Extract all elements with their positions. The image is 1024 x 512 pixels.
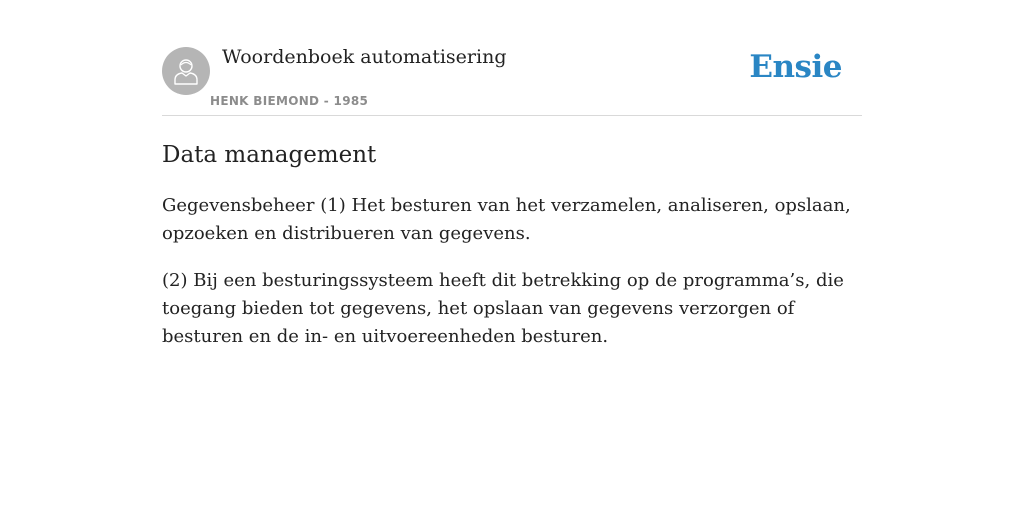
entry-card bbox=[162, 0, 862, 351]
author-avatar[interactable] bbox=[162, 47, 210, 95]
book-header bbox=[162, 0, 862, 116]
ensie-logo[interactable]: Ensie bbox=[749, 49, 842, 85]
author-line: HENK BIEMOND - 1985 bbox=[210, 94, 369, 108]
entry-paragraph: Gegevensbeheer (1) Het besturen van het verzamelen, analiseren, opslaan, opzoeken en distribueren van gegevens. bbox=[162, 195, 851, 244]
entry-title: Data management bbox=[162, 142, 377, 168]
entry-paragraph: (2) Bij een besturingssysteem heeft dit betrekking op de programma’s, die toegang bieden tot gegevens, het opslaan van gegevens verzorgen of besturen en de in- en uitvoereenheden besturen. bbox=[162, 270, 844, 347]
book-title[interactable]: Woordenboek automatisering bbox=[222, 46, 507, 68]
user-silhouette-icon bbox=[173, 57, 199, 85]
